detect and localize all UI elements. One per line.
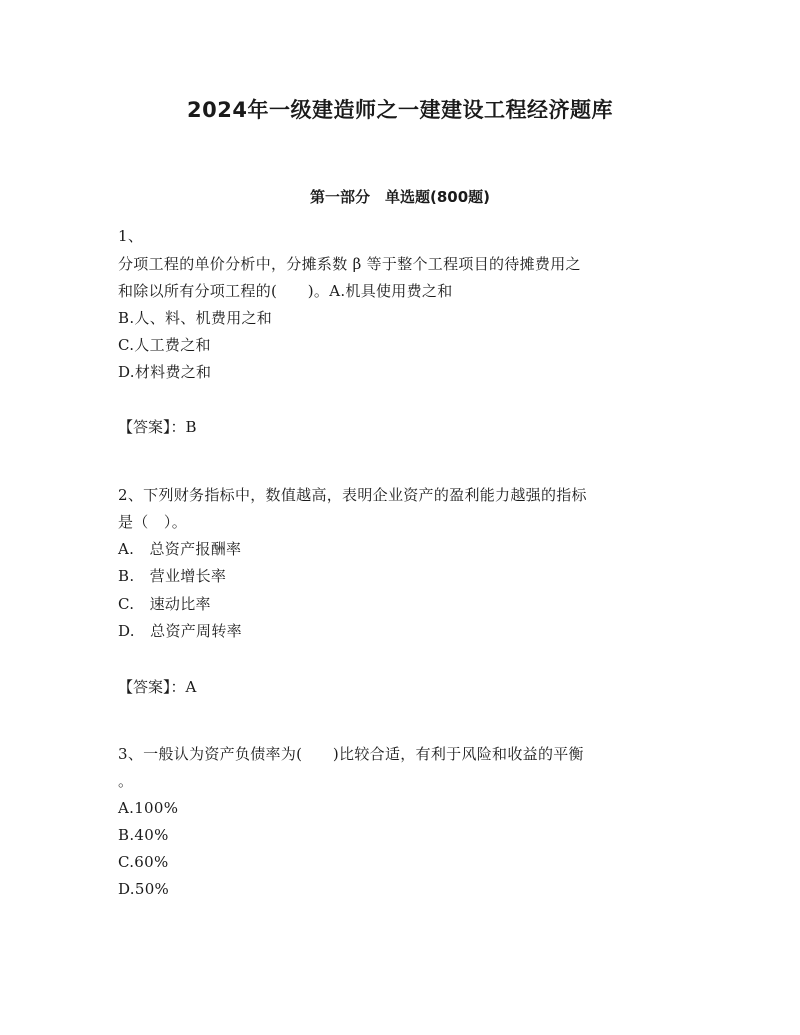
question-1-number: 1、 — [118, 227, 144, 245]
question-3-stem-line-2: 。 — [118, 772, 134, 790]
question-2-stem-line-2: 是（ ）。 — [118, 513, 188, 531]
document-title: 2024年一级建造师之一建建设工程经济题库 — [187, 98, 613, 122]
question-1-option-d: D.材料费之和 — [118, 363, 212, 381]
question-3-stem-line-1: 3、一般认为资产负债率为( )比较合适，有利于风险和收益的平衡 — [118, 745, 584, 763]
question-2-option-b: B. 营业增长率 — [118, 567, 227, 585]
question-1-option-c: C.人工费之和 — [118, 336, 211, 354]
question-2-option-c: C. 速动比率 — [118, 595, 211, 613]
question-1-stem-line-2: 和除以所有分项工程的( )。A.机具使用费之和 — [118, 282, 453, 300]
question-2-option-a: A. 总资产报酬率 — [118, 540, 242, 558]
question-2-stem-line-1: 2、下列财务指标中，数值越高，表明企业资产的盈利能力越强的指标 — [118, 486, 587, 504]
question-3-option-a: A.100% — [118, 799, 179, 817]
question-1-option-b: B.人、料、机费用之和 — [118, 309, 273, 327]
question-3-option-c: C.60% — [118, 853, 169, 871]
question-3-option-b: B.40% — [118, 826, 169, 844]
question-3-option-d: D.50% — [118, 880, 170, 898]
question-2-answer: 【答案】：A — [118, 678, 197, 696]
question-2-option-d: D. 总资产周转率 — [118, 622, 242, 640]
section-title: 第一部分 单选题(800题) — [309, 188, 491, 206]
question-1-answer: 【答案】：B — [118, 418, 197, 436]
question-1-stem-line-1: 分项工程的单价分析中，分摊系数 β 等于整个工程项目的待摊费用之 — [118, 255, 581, 273]
